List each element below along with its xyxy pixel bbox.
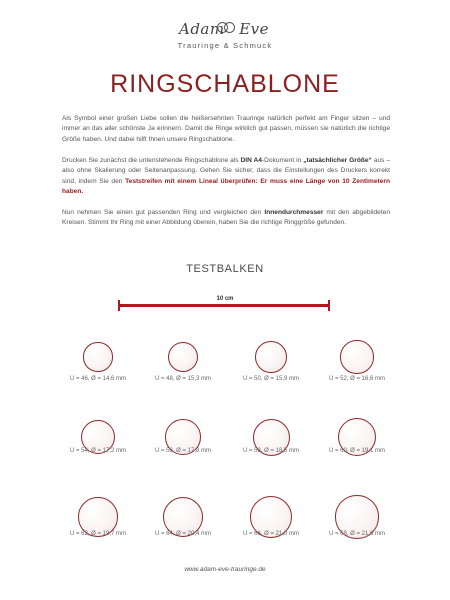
p3-text-c: mit den abgebildeten Kreisen. Stimmt Ihr Ring mit einer Abbildung überein, haben Sie die richtige Ringgröße gefunden.: [62, 209, 390, 227]
ring-circle: [340, 340, 373, 373]
p3-inner-diameter: Innendurchmesser: [264, 209, 324, 216]
ring-size-label: U = 54, Ø = 17,2 mm: [69, 448, 127, 454]
ring-size-label: U = 68, Ø = 21,6 mm: [328, 531, 386, 537]
ring-size-label: U = 62, Ø = 19,7 mm: [69, 531, 127, 537]
p2-actual-size: „tatsächlicher Größe“: [303, 157, 372, 164]
ring-size-label: U = 64, Ø = 20,4 mm: [154, 531, 212, 537]
ring-circle: [255, 341, 287, 373]
p2-text-c: -Dokument in: [261, 157, 304, 164]
ring-circle: [83, 342, 112, 371]
p2-text-e: aus – also ohne Skalierung oder Seitenanpassung. Gehen Sie sicher, dass die Einstellungen des Druckers korrekt sind, indem Sie den: [62, 157, 391, 185]
p2-teststrip-note: Teststreifen mit einem Lineal überprüfen: Er muss eine Länge von 10 Zentimetern haben.: [62, 177, 390, 195]
footer-website: www.adam-eve-trauringe.de: [184, 566, 266, 573]
logo-tagline: Trauringe & Schmuck: [177, 41, 273, 50]
page-title: RINGSCHABLONE: [110, 70, 340, 98]
logo-brand-right: Eve: [239, 20, 269, 38]
intro-paragraph-1: Als Symbol einer großen Liebe sollen die heißersehnten Trauringe natürlich perfekt am Finger sitzen – und immer an das aller schönste Ja erinnern. Damit die Ringe wirklich gut passen, müssen sie natürlich die richtige Größe haben. Und dabei hilft Ihnen unsere Ringschablone.: [62, 115, 390, 143]
logo-brand-left: Adam: [179, 20, 225, 38]
p2-text-a: Drucken Sie zunächst die untenstehende Ringschablone als: [62, 157, 241, 164]
testbalken-title: TESTBALKEN: [186, 263, 264, 275]
ring-size-label: U = 48, Ø = 15,3 mm: [154, 376, 212, 382]
p2-din-a4: DIN A4: [240, 157, 262, 164]
ring-size-label: U = 66, Ø = 21,0 mm: [242, 531, 300, 537]
ring-circle: [168, 342, 199, 373]
p3-text-a: Nun nehmen Sie einen gut passenden Ring und vergleichen den: [62, 209, 265, 216]
ring-size-label: U = 56, Ø = 17,8 mm: [154, 448, 212, 454]
testbalken-label: 10 cm: [216, 296, 234, 302]
ring-size-label: U = 46, Ø = 14,6 mm: [69, 376, 127, 382]
ring-size-label: U = 60, Ø = 19,1 mm: [328, 448, 386, 454]
ring-size-label: U = 58, Ø = 18,5 mm: [242, 448, 300, 454]
ring-size-label: U = 52, Ø = 16,6 mm: [328, 376, 386, 382]
ring-size-label: U = 50, Ø = 15,9 mm: [242, 376, 300, 382]
